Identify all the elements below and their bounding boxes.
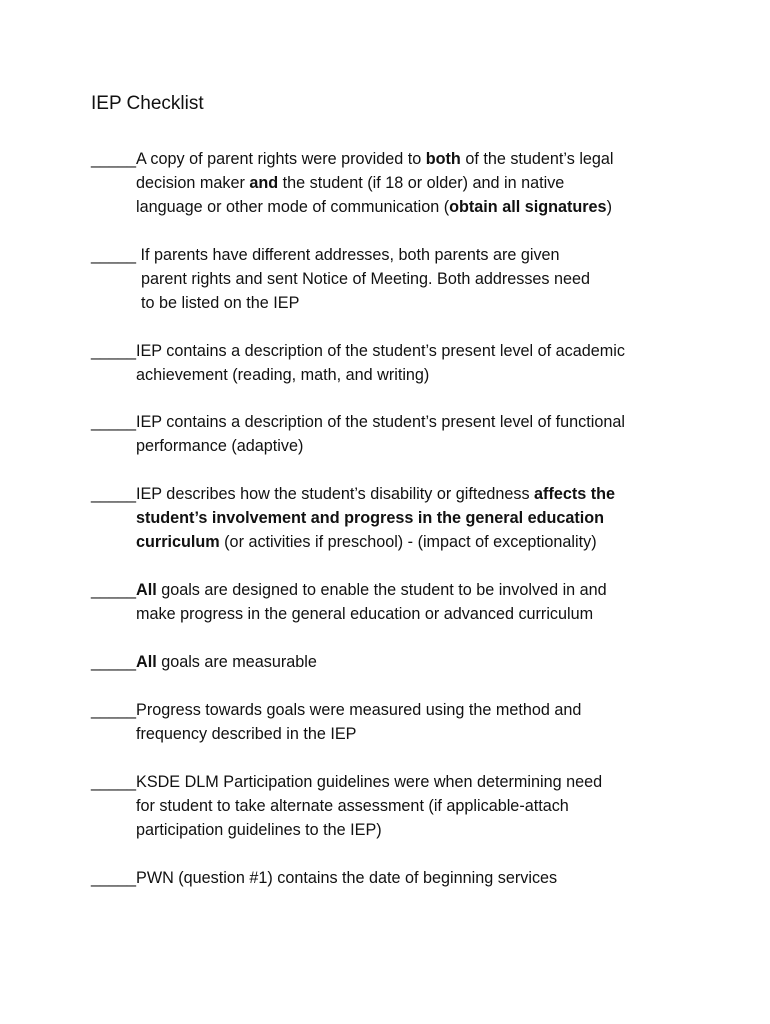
- checklist-item-progress-measured: [91, 698, 731, 746]
- item-line: parent rights and sent Notice of Meeting. Both addresses need: [141, 270, 591, 288]
- checklist-item-dlm-participation: [91, 770, 731, 842]
- item-line: curriculum (or activities if preschool) - (impact of exceptionality): [136, 533, 597, 551]
- item-line: _____IEP contains a description of the student’s present level of functional: [91, 413, 625, 431]
- item-line: _____PWN (question #1) contains the date of beginning services: [91, 869, 558, 887]
- item-line: achievement (reading, math, and writing): [136, 366, 430, 384]
- item-line: frequency described in the IEP: [136, 725, 357, 743]
- item-line: performance (adaptive): [136, 437, 304, 455]
- item-line: _____IEP describes how the student’s disability or giftedness affects the: [91, 485, 616, 503]
- item-line: _____A copy of parent rights were provided to both of the student’s legal: [91, 150, 614, 168]
- checkbox-blank[interactable]: _____: [91, 485, 137, 503]
- checkbox-blank[interactable]: _____: [91, 246, 137, 264]
- item-line: make progress in the general education or advanced curriculum: [136, 605, 594, 623]
- checkbox-blank[interactable]: _____: [91, 773, 137, 791]
- checkbox-blank[interactable]: _____: [91, 701, 137, 719]
- checklist-item-academic-achievement: [91, 339, 731, 387]
- item-line: language or other mode of communication (obtain all signatures): [136, 198, 612, 216]
- checkbox-blank[interactable]: _____: [91, 150, 137, 168]
- item-line: _____ If parents have different addresses, both parents are given: [91, 246, 560, 264]
- checklist-item-impact-of-exceptionality: [91, 482, 731, 554]
- checkbox-blank[interactable]: _____: [91, 413, 137, 431]
- item-line: _____All goals are designed to enable the student to be involved in and: [91, 581, 607, 599]
- checkbox-blank[interactable]: _____: [91, 581, 137, 599]
- item-line: to be listed on the IEP: [141, 294, 300, 312]
- checklist-item-functional-performance: [91, 410, 731, 458]
- checklist-item-parent-rights: [91, 147, 731, 219]
- item-line: for student to take alternate assessment (if applicable-attach: [136, 797, 569, 815]
- page-title: IEP Checklist: [91, 93, 204, 114]
- checklist-item-goals-general-curriculum: [91, 578, 731, 626]
- item-line: _____All goals are measurable: [91, 653, 317, 671]
- checklist-item-parent-addresses: [91, 243, 731, 315]
- item-line: decision maker and the student (if 18 or older) and in native: [136, 174, 565, 192]
- checkbox-blank[interactable]: _____: [91, 869, 137, 887]
- item-line: _____Progress towards goals were measured using the method and: [91, 701, 582, 719]
- checkbox-blank[interactable]: _____: [91, 653, 137, 671]
- checklist-item-pwn-date: [91, 866, 731, 890]
- item-line: student’s involvement and progress in the general education: [136, 509, 605, 527]
- item-line: participation guidelines to the IEP): [136, 821, 382, 839]
- item-line: _____IEP contains a description of the student’s present level of academic: [91, 342, 625, 360]
- checkbox-blank[interactable]: _____: [91, 342, 137, 360]
- item-line: _____KSDE DLM Participation guidelines were when determining need: [91, 773, 603, 791]
- checklist-item-goals-measurable: [91, 650, 731, 674]
